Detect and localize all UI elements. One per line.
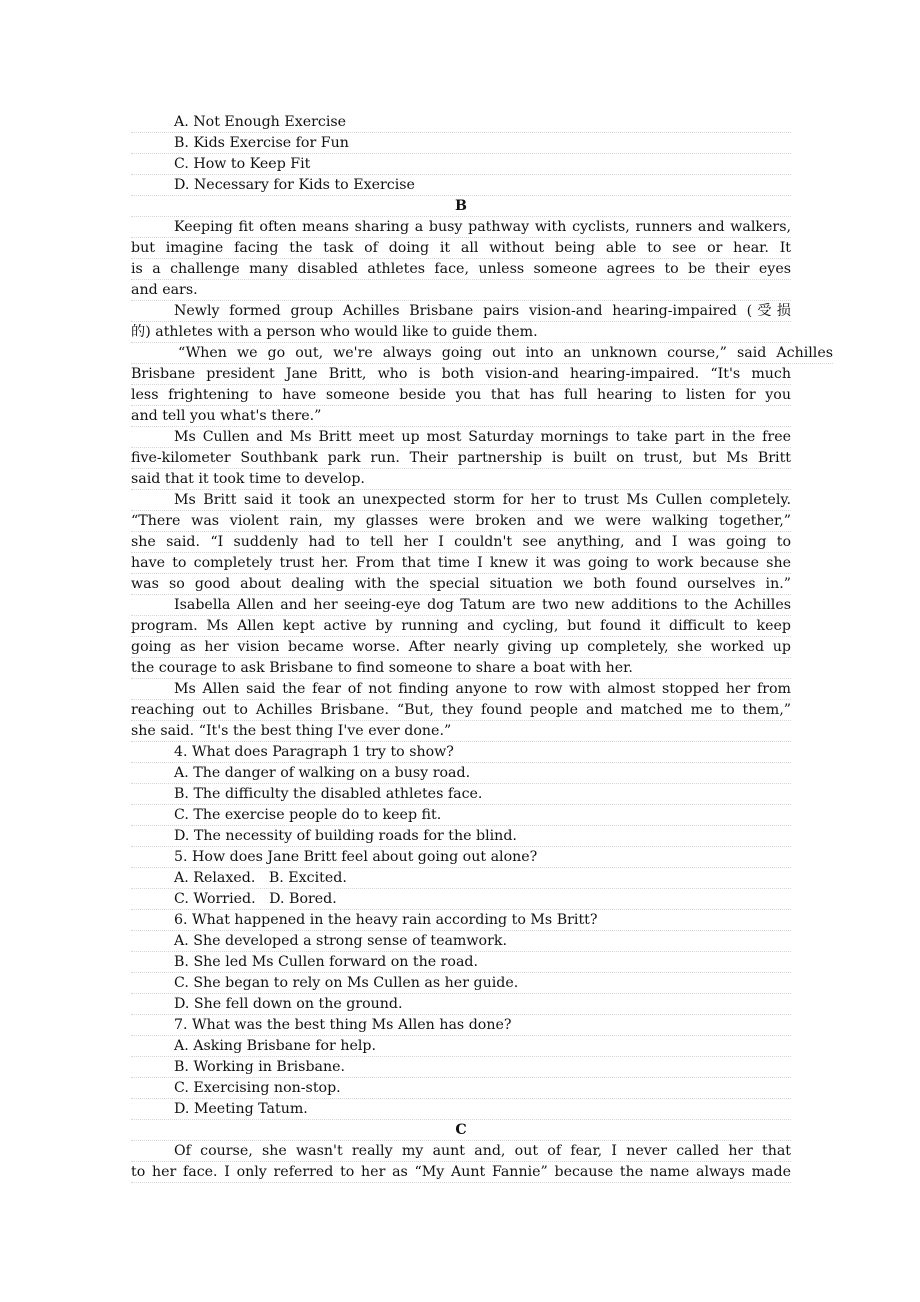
passage-line: going as her vision became worse. After nearly giving up completely, she worked up	[131, 637, 791, 658]
passage-line: she said. “I suddenly had to tell her I couldn't see anything, and I was going to	[131, 532, 791, 553]
question-4-option: A. The danger of walking on a busy road.	[131, 763, 791, 784]
passage-line: is a challenge many disabled athletes face, unless someone agrees to be their eyes	[131, 259, 791, 280]
question-5-stem: 5. How does Jane Britt feel about going out alone?	[131, 847, 791, 868]
passage-line: Ms Allen said the fear of not finding anyone to row with almost stopped her from	[131, 679, 791, 700]
passage-line: Of course, she wasn't really my aunt and, out of fear, I never called her that	[131, 1141, 791, 1162]
passage-line: was so good about dealing with the special situation we both found ourselves in.”	[131, 574, 791, 595]
question-6-option: D. She fell down on the ground.	[131, 994, 791, 1015]
question-7-option: B. Working in Brisbane.	[131, 1057, 791, 1078]
passage-line: less frightening to have someone beside you that has full hearing to listen for you	[131, 385, 791, 406]
section-c-heading: C	[131, 1120, 791, 1141]
question-4-stem: 4. What does Paragraph 1 try to show?	[131, 742, 791, 763]
option-b-line: B. Kids Exercise for Fun	[131, 133, 791, 154]
passage-line: she said. “It's the best thing I've ever done.”	[131, 721, 791, 742]
passage-line: “There was violent rain, my glasses were broken and we were walking together,”	[131, 511, 791, 532]
passage-line: five-kilometer Southbank park run. Their partnership is built on trust, but Ms Britt	[131, 448, 791, 469]
question-7-stem: 7. What was the best thing Ms Allen has done?	[131, 1015, 791, 1036]
question-7-option: A. Asking Brisbane for help.	[131, 1036, 791, 1057]
option-d-line: D. Necessary for Kids to Exercise	[131, 175, 791, 196]
question-5-option: A. Relaxed. B. Excited.	[131, 868, 791, 889]
question-4-option: B. The difficulty the disabled athletes face.	[131, 784, 791, 805]
question-7-option: D. Meeting Tatum.	[131, 1099, 791, 1120]
passage-line: Ms Cullen and Ms Britt meet up most Saturday mornings to take part in the free	[131, 427, 791, 448]
passage-line: to her face. I only referred to her as “My Aunt Fannie” because the name always made	[131, 1162, 791, 1183]
question-6-stem: 6. What happened in the heavy rain according to Ms Britt?	[131, 910, 791, 931]
question-4-option: D. The necessity of building roads for the blind.	[131, 826, 791, 847]
passage-line: Newly formed group Achilles Brisbane pairs vision-and hearing-impaired (受损	[131, 301, 791, 322]
passage-line: have to completely trust her. From that time I knew it was going to work because she	[131, 553, 791, 574]
passage-line: program. Ms Allen kept active by running and cycling, but found it difficult to keep	[131, 616, 791, 637]
passage-line: Isabella Allen and her seeing-eye dog Tatum are two new additions to the Achilles	[131, 595, 791, 616]
passage-line: and ears.	[131, 280, 791, 301]
question-6-option: A. She developed a strong sense of teamwork.	[131, 931, 791, 952]
section-b-heading: B	[131, 196, 791, 217]
option-c-line: C. How to Keep Fit	[131, 154, 791, 175]
passage-line: Keeping fit often means sharing a busy pathway with cyclists, runners and walkers,	[131, 217, 791, 238]
passage-line: the courage to ask Brisbane to find someone to share a boat with her.	[131, 658, 791, 679]
question-6-option: B. She led Ms Cullen forward on the road.	[131, 952, 791, 973]
passage-line: “When we go out, we're always going out into an unknown course,” said Achilles	[131, 343, 833, 364]
document-page	[131, 112, 833, 1183]
question-6-option: C. She began to rely on Ms Cullen as her guide.	[131, 973, 791, 994]
passage-line: Brisbane president Jane Britt, who is both vision-and hearing-impaired. “It's much	[131, 364, 791, 385]
passage-line: and tell you what's there.”	[131, 406, 791, 427]
passage-line: but imagine facing the task of doing it all without being able to see or hear. It	[131, 238, 791, 259]
passage-line: 的) athletes with a person who would like to guide them.	[131, 322, 791, 343]
question-5-option: C. Worried. D. Bored.	[131, 889, 791, 910]
passage-line: reaching out to Achilles Brisbane. “But, they found people and matched me to them,”	[131, 700, 791, 721]
option-a-line: A. Not Enough Exercise	[131, 112, 791, 133]
question-7-option: C. Exercising non-stop.	[131, 1078, 791, 1099]
passage-line: said that it took time to develop.	[131, 469, 791, 490]
passage-line: Ms Britt said it took an unexpected storm for her to trust Ms Cullen completely.	[131, 490, 791, 511]
question-4-option: C. The exercise people do to keep fit.	[131, 805, 791, 826]
